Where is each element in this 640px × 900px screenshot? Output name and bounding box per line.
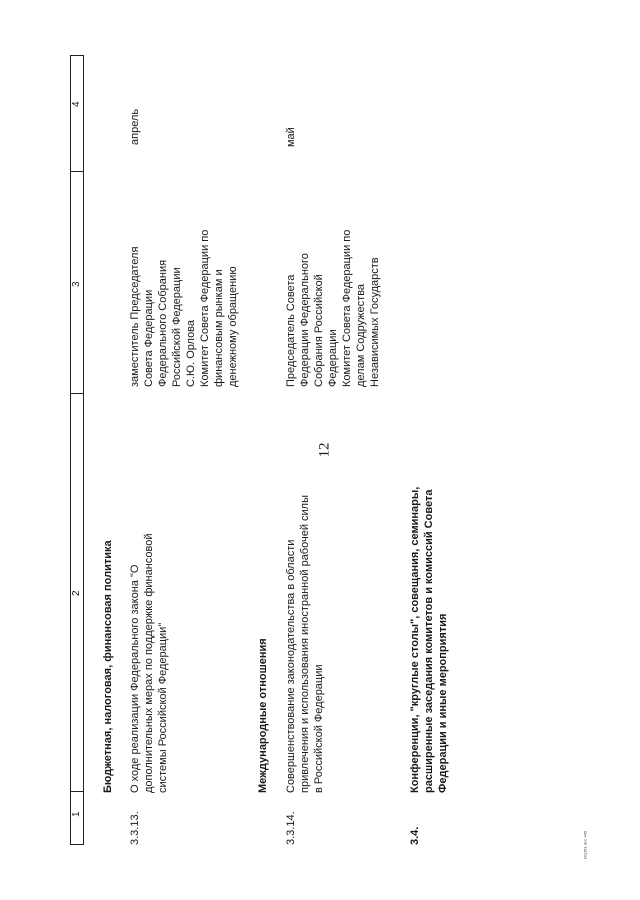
row-title: О ходе реализации Федерального закона "О дополнительных мерах по поддержке финансовой системы Российской Федерации" (129, 533, 169, 793)
document-sheet (70, 55, 610, 845)
column-number: 3 (71, 281, 82, 287)
column-header-row (70, 55, 84, 845)
row-number: 3.3.13. (129, 811, 141, 845)
row-title: Конференции, "круглые столы", совещания, семинары, расширенные заседания комитетов и комиссий Совета Федерации и иные мероприятия (409, 486, 449, 793)
row-number: 3.3.14. (285, 811, 297, 845)
page-number: 12 (316, 442, 333, 458)
column-divider (71, 393, 83, 394)
row-number: 3.4. (409, 826, 421, 845)
section-heading: Бюджетная, налоговая, финансовая политика (102, 540, 114, 793)
row-date: май (285, 127, 297, 147)
column-divider (71, 791, 83, 792)
column-number: 4 (71, 101, 82, 107)
row-title: Совершенствование законодательства в области привлечения и использования иностранной рабочей силы в Российской Федерации (285, 494, 325, 793)
file-label: kri1351.doc 445 (582, 830, 588, 860)
section-heading: Международные отношения (257, 638, 269, 793)
row-responsible: Председатель Совета Федерации Федерального Собрания Российской Федерации Комитет Совета Федерации по делам Содружества Независимых Государств (285, 229, 381, 387)
row-date: апрель (129, 108, 141, 145)
row-responsible: заместитель Председателя Совета Федерации Федерального Собрания Российской Федерации С.Ю. Орлова Комитет Совета Федерации по финансовым рынкам и денежному обращению (129, 229, 239, 387)
column-number: 1 (71, 811, 82, 817)
column-number: 2 (71, 590, 82, 596)
column-divider (71, 171, 83, 172)
